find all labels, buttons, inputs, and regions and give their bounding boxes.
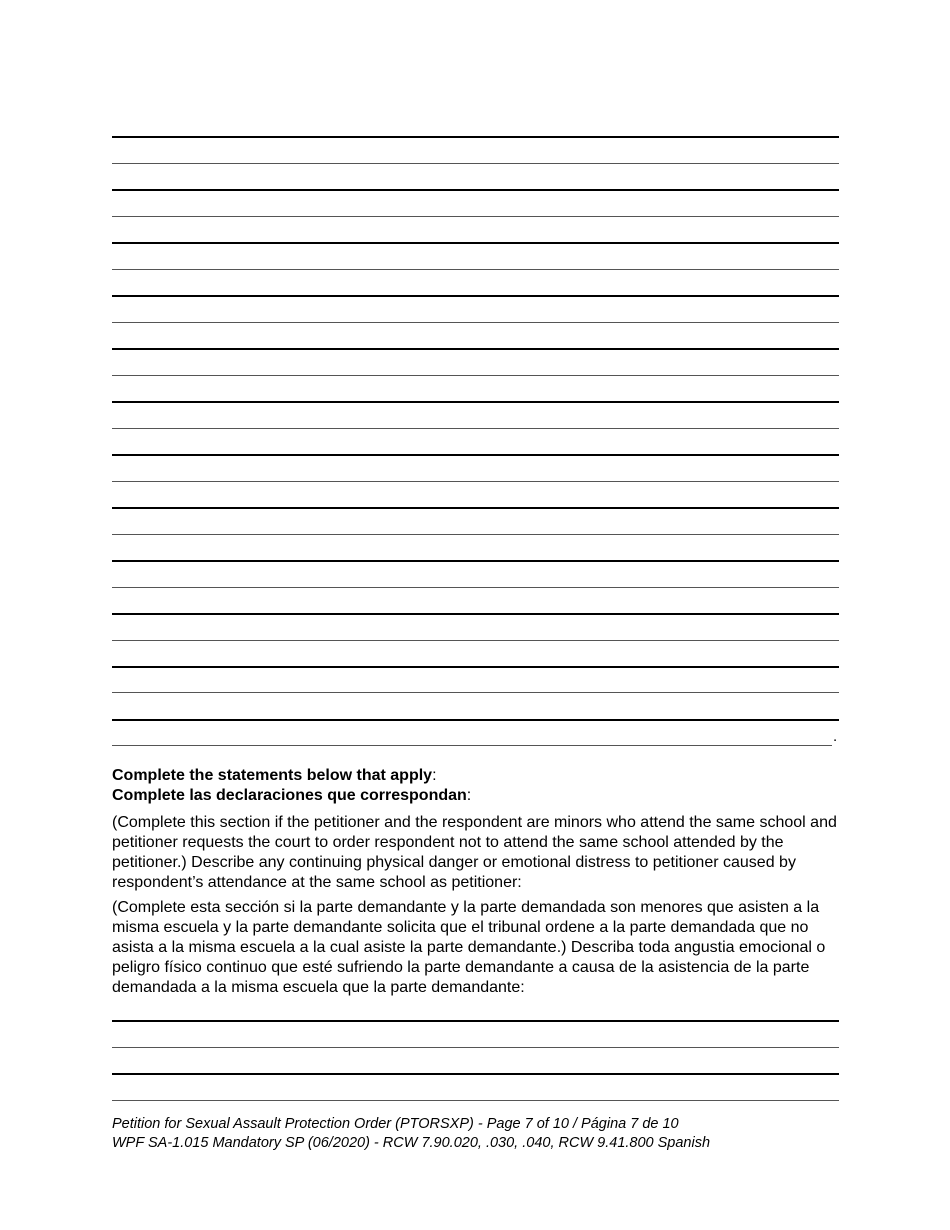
writing-line[interactable] [112,587,839,588]
writing-line[interactable] [112,1020,839,1022]
writing-line[interactable] [112,454,839,456]
writing-line[interactable] [112,295,839,297]
writing-line[interactable] [112,163,839,164]
writing-line[interactable] [112,269,839,270]
writing-line[interactable] [112,1100,839,1101]
paragraph-spanish: (Complete esta sección si la parte demandante y la parte demandada son menores que asisten a la misma escuela y la parte demandante solicita que el tribunal ordene a la parte demandada que no asista a la misma escuela a la cual asiste la parte demandante.) Describa toda angustia emocional o peligro físico continuo que esté sufriendo la parte demandante a causa de la asistencia de la parte demandada a la misma escuela que la parte demandante: [112,899,826,996]
writing-line[interactable] [112,1073,839,1075]
writing-line[interactable] [112,719,839,721]
end-period-mark: . [833,728,838,745]
writing-line[interactable] [112,692,839,693]
writing-line[interactable] [112,189,839,191]
writing-line[interactable] [112,1047,839,1048]
writing-line[interactable] [112,428,839,429]
paragraph-english: (Complete this section if the petitioner and the respondent are minors who attend the same school and petitioner requests the court to order respondent not to attend the same school attended by the petitioner.) Describe any continuing physical danger or emotional distress to petitioner caused by respondent’s attendance at the same school as petitioner: [112,814,837,891]
writing-line[interactable] [112,481,839,482]
page-footer [112,1115,842,1152]
statements-heading [112,766,842,806]
writing-line[interactable] [112,613,839,615]
statements-heading-english: Complete the statements below that apply: [112,767,437,784]
writing-line[interactable] [112,401,839,403]
writing-line[interactable] [112,507,839,509]
writing-line[interactable] [112,666,839,668]
footer-line-title: Petition for Sexual Assault Protection Order (PTORSXP) - Page 7 of 10 / Página 7 de 10 [112,1116,679,1132]
writing-line[interactable] [112,745,832,746]
writing-line[interactable] [112,216,839,217]
footer-line-form-id: WPF SA-1.015 Mandatory SP (06/2020) - RCW 7.90.020, .030, .040, RCW 9.41.800 Spanish [112,1134,711,1151]
writing-line[interactable] [112,348,839,350]
writing-line[interactable] [112,375,839,376]
writing-line[interactable] [112,322,839,323]
school-section-instructions-english [112,813,842,893]
writing-line[interactable] [112,534,839,535]
writing-line[interactable] [112,242,839,244]
writing-line[interactable] [112,560,839,562]
writing-line[interactable] [112,640,839,641]
writing-line[interactable] [112,136,839,138]
statements-heading-spanish: Complete las declaraciones que correspondan: [112,787,472,804]
school-section-instructions-spanish [112,898,842,998]
